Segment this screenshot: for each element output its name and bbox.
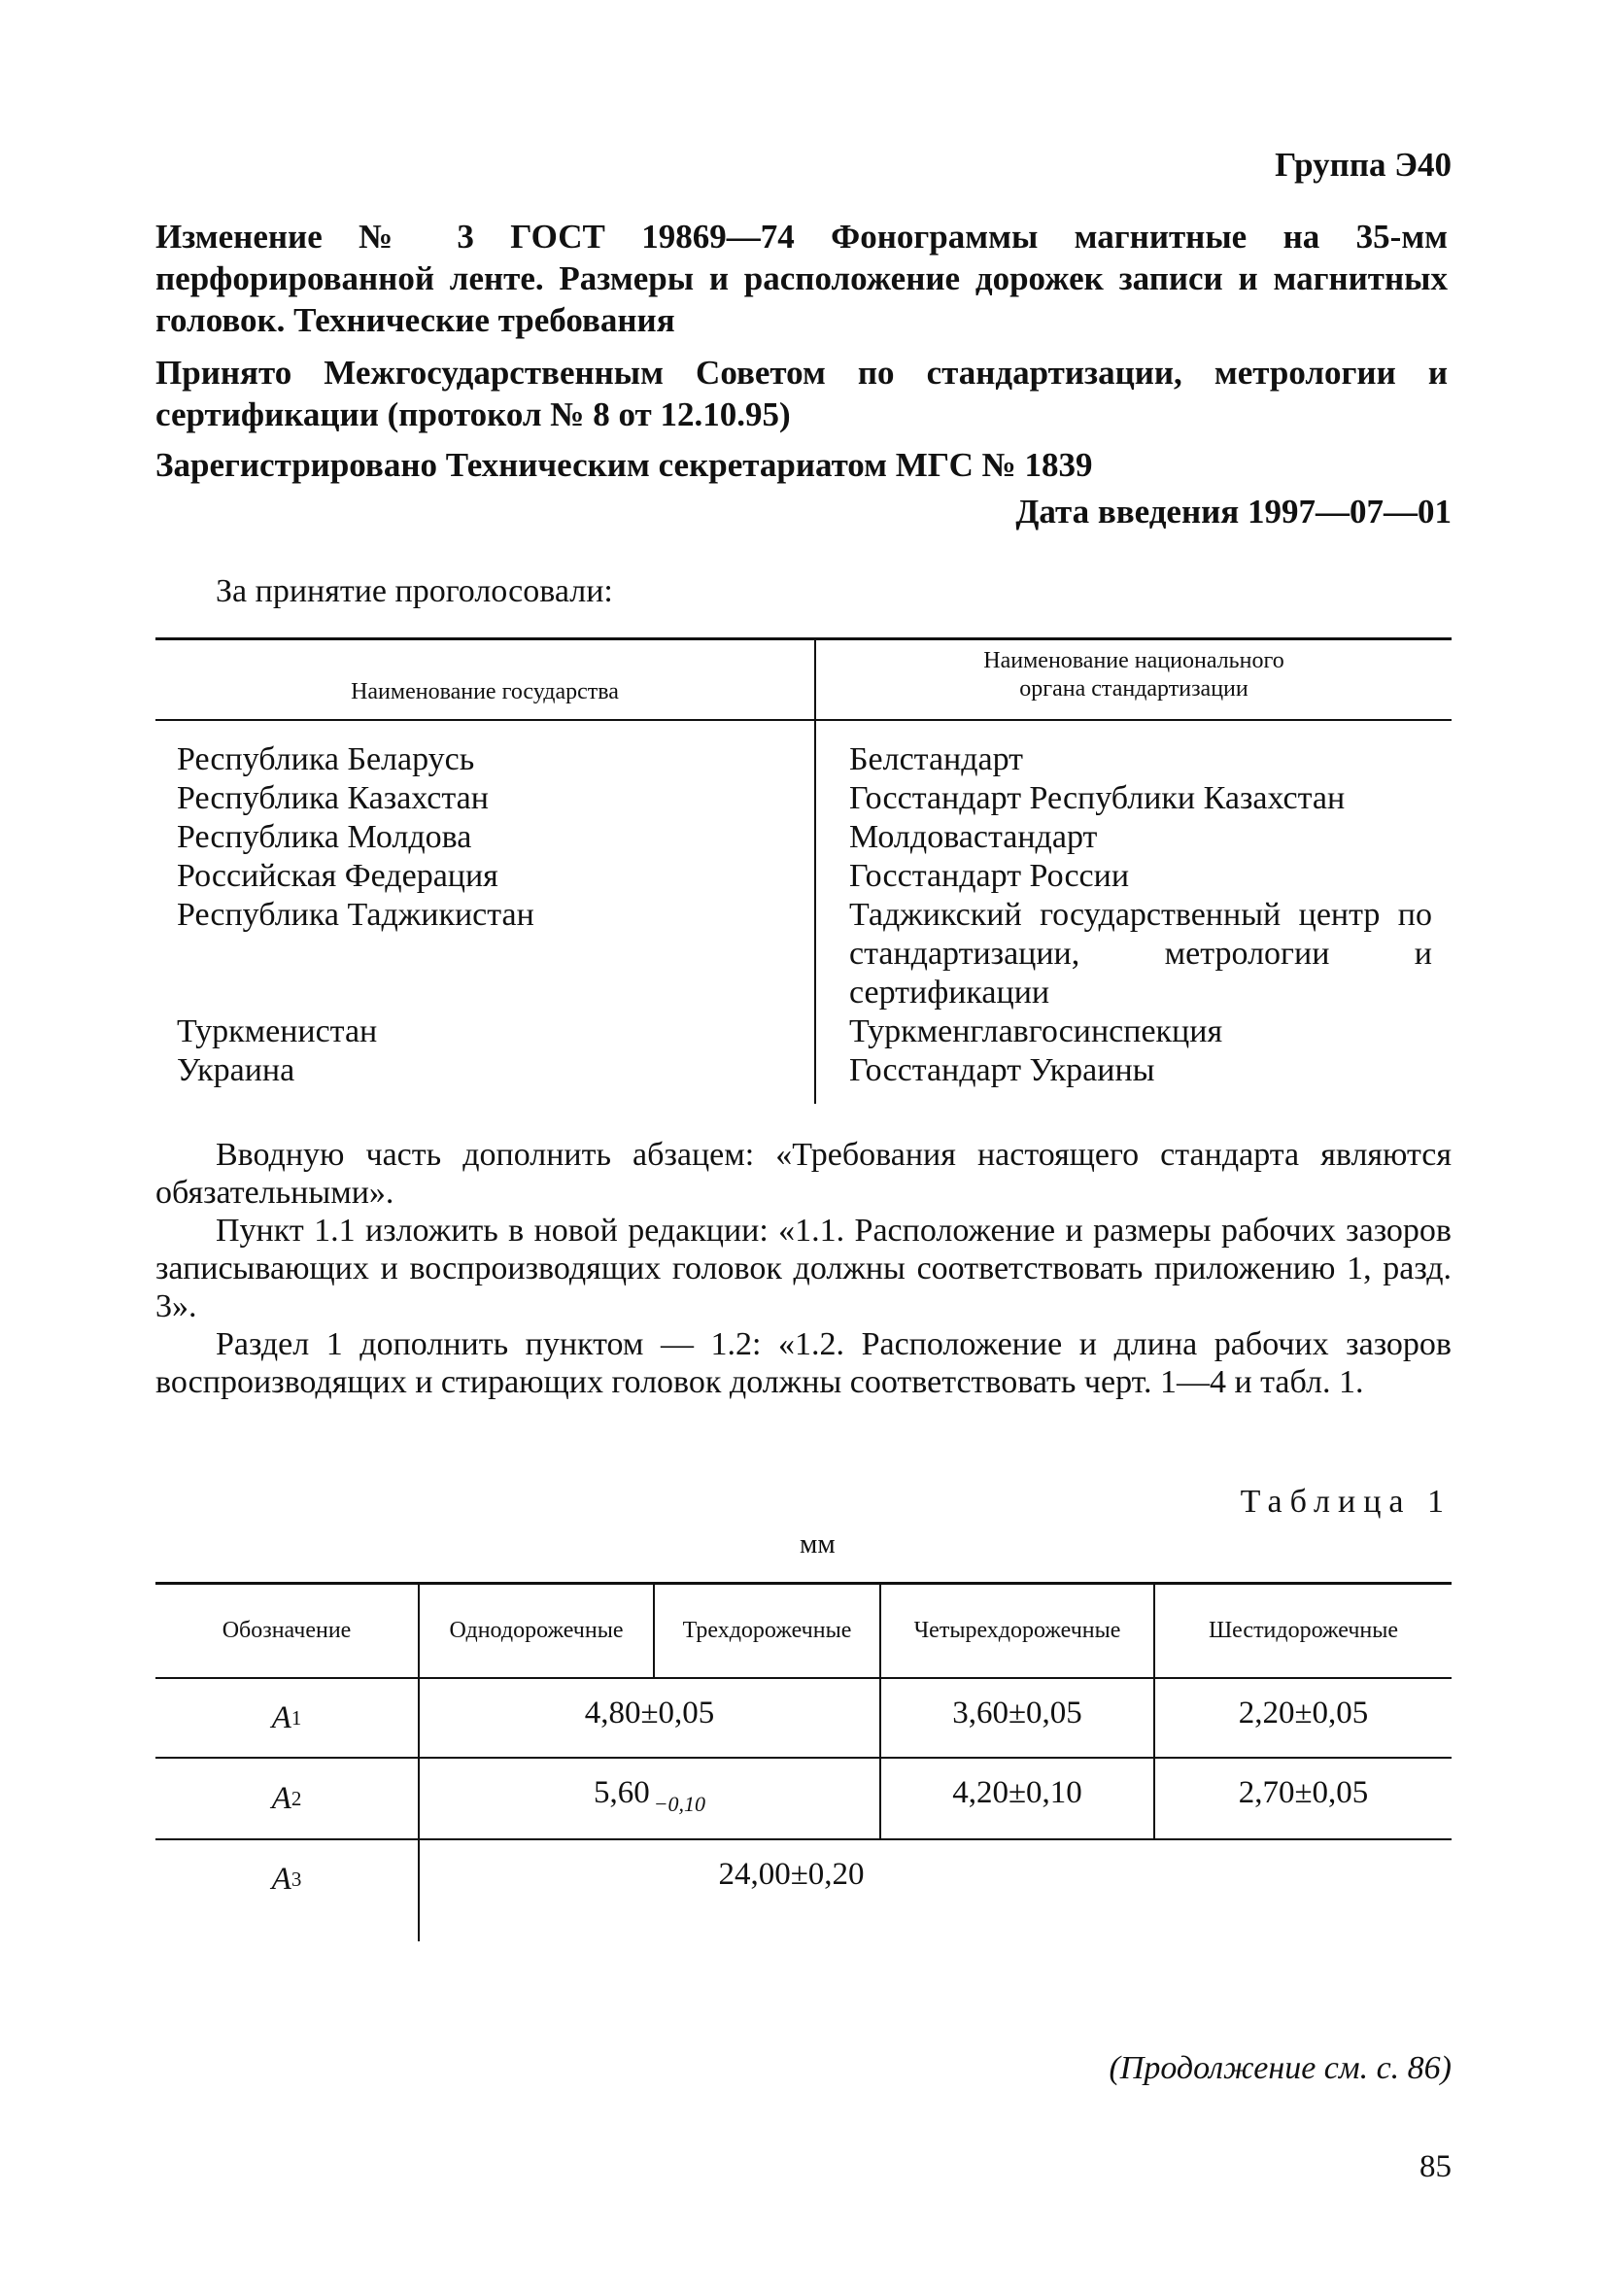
- table-header-rule: [155, 719, 1452, 721]
- body-item: Молдовастандарт: [849, 819, 1098, 855]
- value-a2-six: 2,70±0,05: [1238, 1774, 1369, 1810]
- adopted-note: Принято Межгосударственным Советом по стандартизации, метрологии и сертификации (протокол № 8 от 12.10.95): [155, 354, 1448, 433]
- standards-body-list: [849, 740, 1432, 1090]
- value-a3-all: 24,00±0,20: [718, 1856, 865, 1892]
- value-a2-single-three: [420, 1759, 879, 1827]
- amendment-title: Изменение № 3 ГОСТ 19869—74 Фонограммы магнитные на 35-мм перфорированной ленте. Размеры и расположение дорожек записи и магнитных головок. Технические требования: [155, 218, 1448, 339]
- value-a2-four: 4,20±0,10: [952, 1774, 1082, 1810]
- symbol-letter: A: [271, 1780, 291, 1816]
- symbol-index: 3: [291, 1867, 302, 1891]
- paragraph-clause-1-2: Раздел 1 дополнить пунктом — 1.2: «1.2. Расположение и длина рабочих зазоров воспроизводящих и стирающих головок должны соответствовать черт. 1—4 и табл. 1.: [155, 1326, 1452, 1400]
- designation-a2: [155, 1759, 418, 1838]
- voted-label: За принятие проголосовали:: [216, 573, 613, 609]
- header-four-track: Четырехдорожечные: [913, 1618, 1121, 1643]
- dimensions-table: [155, 1582, 1452, 1941]
- value-a1-six: 2,20±0,05: [1238, 1695, 1369, 1731]
- state-list: [177, 740, 799, 1090]
- state-spacer: [177, 974, 799, 1012]
- state-item: Республика Молдова: [177, 819, 472, 855]
- state-spacer: [177, 935, 799, 974]
- header-state: Наименование государства: [351, 679, 619, 704]
- table-top-rule: [155, 637, 1452, 640]
- designation-a3: [155, 1840, 418, 1918]
- table-caption: Таблица 1: [1240, 1484, 1452, 1520]
- continuation-note: (Продолжение см. с. 86): [1109, 2050, 1452, 2086]
- page-number: 85: [1419, 2149, 1452, 2184]
- states-table: [155, 637, 1452, 1104]
- body-item: Госстандарт Украины: [849, 1052, 1155, 1088]
- header-body-line1: Наименование национального: [983, 648, 1284, 673]
- header-six-track: Шестидорожечные: [1208, 1618, 1399, 1643]
- header-body-line2: органа стандартизации: [1019, 676, 1248, 702]
- tolerance: −0,10: [653, 1792, 706, 1816]
- paragraph-intro: Вводную часть дополнить абзацем: «Требования настоящего стандарта являются обязательными».: [155, 1137, 1452, 1211]
- value-a1-single-three: 4,80±0,05: [584, 1695, 715, 1731]
- symbol-letter: A: [271, 1699, 291, 1735]
- symbol-letter: A: [271, 1861, 291, 1897]
- paragraph-clause-1-1: Пункт 1.1 изложить в новой редакции: «1.1. Расположение и размеры рабочих зазоров записывающих и воспроизводящих головок должны соответствовать приложению 1, разд. 3».: [155, 1213, 1452, 1324]
- table-column-divider: [814, 637, 816, 1104]
- state-item: Украина: [177, 1052, 295, 1088]
- header-three-track: Трехдорожечные: [682, 1618, 852, 1643]
- body-item: Госстандарт Республики Казахстан: [849, 780, 1346, 816]
- symbol-index: 2: [291, 1786, 302, 1810]
- state-item: Республика Таджикистан: [177, 897, 534, 933]
- header-single-track: Однодорожечные: [449, 1618, 624, 1643]
- body-item: Госстандарт России: [849, 858, 1130, 894]
- effective-date: Дата введения 1997—07—01: [1015, 493, 1452, 531]
- state-item: Туркменистан: [177, 1013, 378, 1049]
- registered-note: Зарегистрировано Техническим секретариатом МГС № 1839: [155, 446, 1093, 484]
- body-item: Белстандарт: [849, 741, 1024, 777]
- header-designation: Обозначение: [222, 1618, 352, 1643]
- nominal-value: 5,60: [593, 1774, 650, 1810]
- body-item: Таджикский государственный центр по стандартизации, метрологии и сертификации: [849, 897, 1432, 1011]
- header-standards-body: [816, 647, 1452, 703]
- symbol-index: 1: [291, 1705, 302, 1730]
- group-label: Группа Э40: [1275, 146, 1452, 184]
- state-item: Республика Казахстан: [177, 780, 489, 816]
- table-unit: мм: [800, 1528, 836, 1559]
- value-a1-four: 3,60±0,05: [952, 1695, 1082, 1731]
- state-item: Республика Беларусь: [177, 741, 475, 777]
- state-item: Российская Федерация: [177, 858, 498, 894]
- body-item: Туркменглавгосинспекция: [849, 1013, 1223, 1049]
- designation-a1: [155, 1679, 418, 1757]
